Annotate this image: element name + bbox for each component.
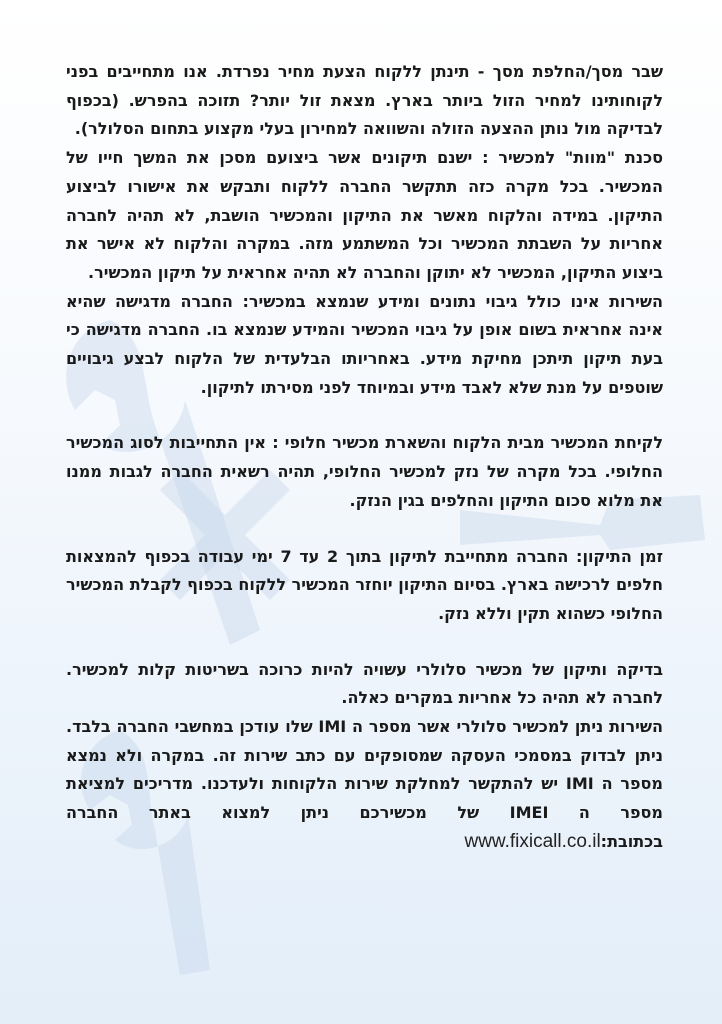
paragraph-replacement-device: לקיחת המכשיר מבית הלקוח והשארת מכשיר חלופי : אין התחייבות לסוג המכשיר החלופי. בכל מקרה של נזק למכשיר החלופי, תהיה רשאית החברה לגבות ממנו את מלוא סכום התיקון והחלפים בגין הנזק. — [66, 433, 663, 510]
terms-document — [66, 58, 663, 857]
website-link[interactable]: www.fixicall.co.il — [464, 830, 601, 852]
paragraph-device-risk: סכנת "מוות" למכשיר : ישנם תיקונים אשר ביצועם מסכן את המשך חייו של המכשיר. בכל מקרה כזה תתקשר החברה ללקוח ותבקש את אישורו לביצוע התיקון. במידה והלקוח מאשר את התיקון והמכשיר הושבת, לא תהיה לחברה אחריות על השבתת המכשיר וכל המשתמע מזה. במקרה והלקוח לא אישר את ביצוע התיקון, המכשיר לא יתוקן והחברה לא תהיה אחראית על תיקון המכשיר. — [66, 148, 663, 282]
paragraph-repair-time: זמן התיקון: החברה מתחייבת לתיקון בתוך 2 עד 7 ימי עבודה בכפוף להמצאות חלפים לרכישה בארץ. בסיום התיקון יוחזר המכשיר ללקוח בכפוף לקבלת המכשיר החלופי כשהוא תקין וללא נזק. — [66, 546, 664, 623]
paragraph-screen-repair: שבר מסך/החלפת מסך - תינתן ללקוח הצעת מחיר נפרדת. אנו מתחייבים בפני לקוחותינו למחיר הזול ביותר בארץ. מצאת זול יותר? תזוכה בהפרש. (בכפוף לבדיקה מול נותן ההצעה הזולה והשוואה למחירון בעלי מקצוע בתחום הסלולר). — [66, 62, 663, 139]
paragraph-data-backup: השירות אינו כולל גיבוי נתונים ומידע שנמצא במכשיר: החברה מדגישה שהיא אינה אחראית בשום אופן על גיבוי המכשיר והמידע שנמצא בו. החברה מדגישה כי בעת תיקון תיתכן מחיקת מידע. באחריותו הבלעדית של הלקוח לבצע גיבויים שוטפים על מנת שלא לאבד מידע ובמיוחד לפני מסירתו לתיקון. — [66, 291, 663, 397]
paragraph-imei-service — [66, 713, 663, 857]
paragraph-scratches: בדיקה ותיקון של מכשיר סלולרי עשויה להיות כרוכה בשריטות קלות למכשיר. לחברה לא תהיה כל אחריות במקרים כאלה. — [66, 659, 663, 708]
imei-text: השירות ניתן למכשיר סלולרי אשר מספר ה IMI שלו עודכן במחשבי החברה בלבד. ניתן לבדוק במסמכי העסקה שמסופקים עם כתב שירות זה. במקרה ולא נמצא מספר ה IMI יש להתקשר למחלקת שירות הלקוחות ולעדכנו. מדריכים למציאת מספר ה IMEI של מכשירכם ניתן למצוא באתר החברה בכתובת: — [66, 717, 663, 851]
